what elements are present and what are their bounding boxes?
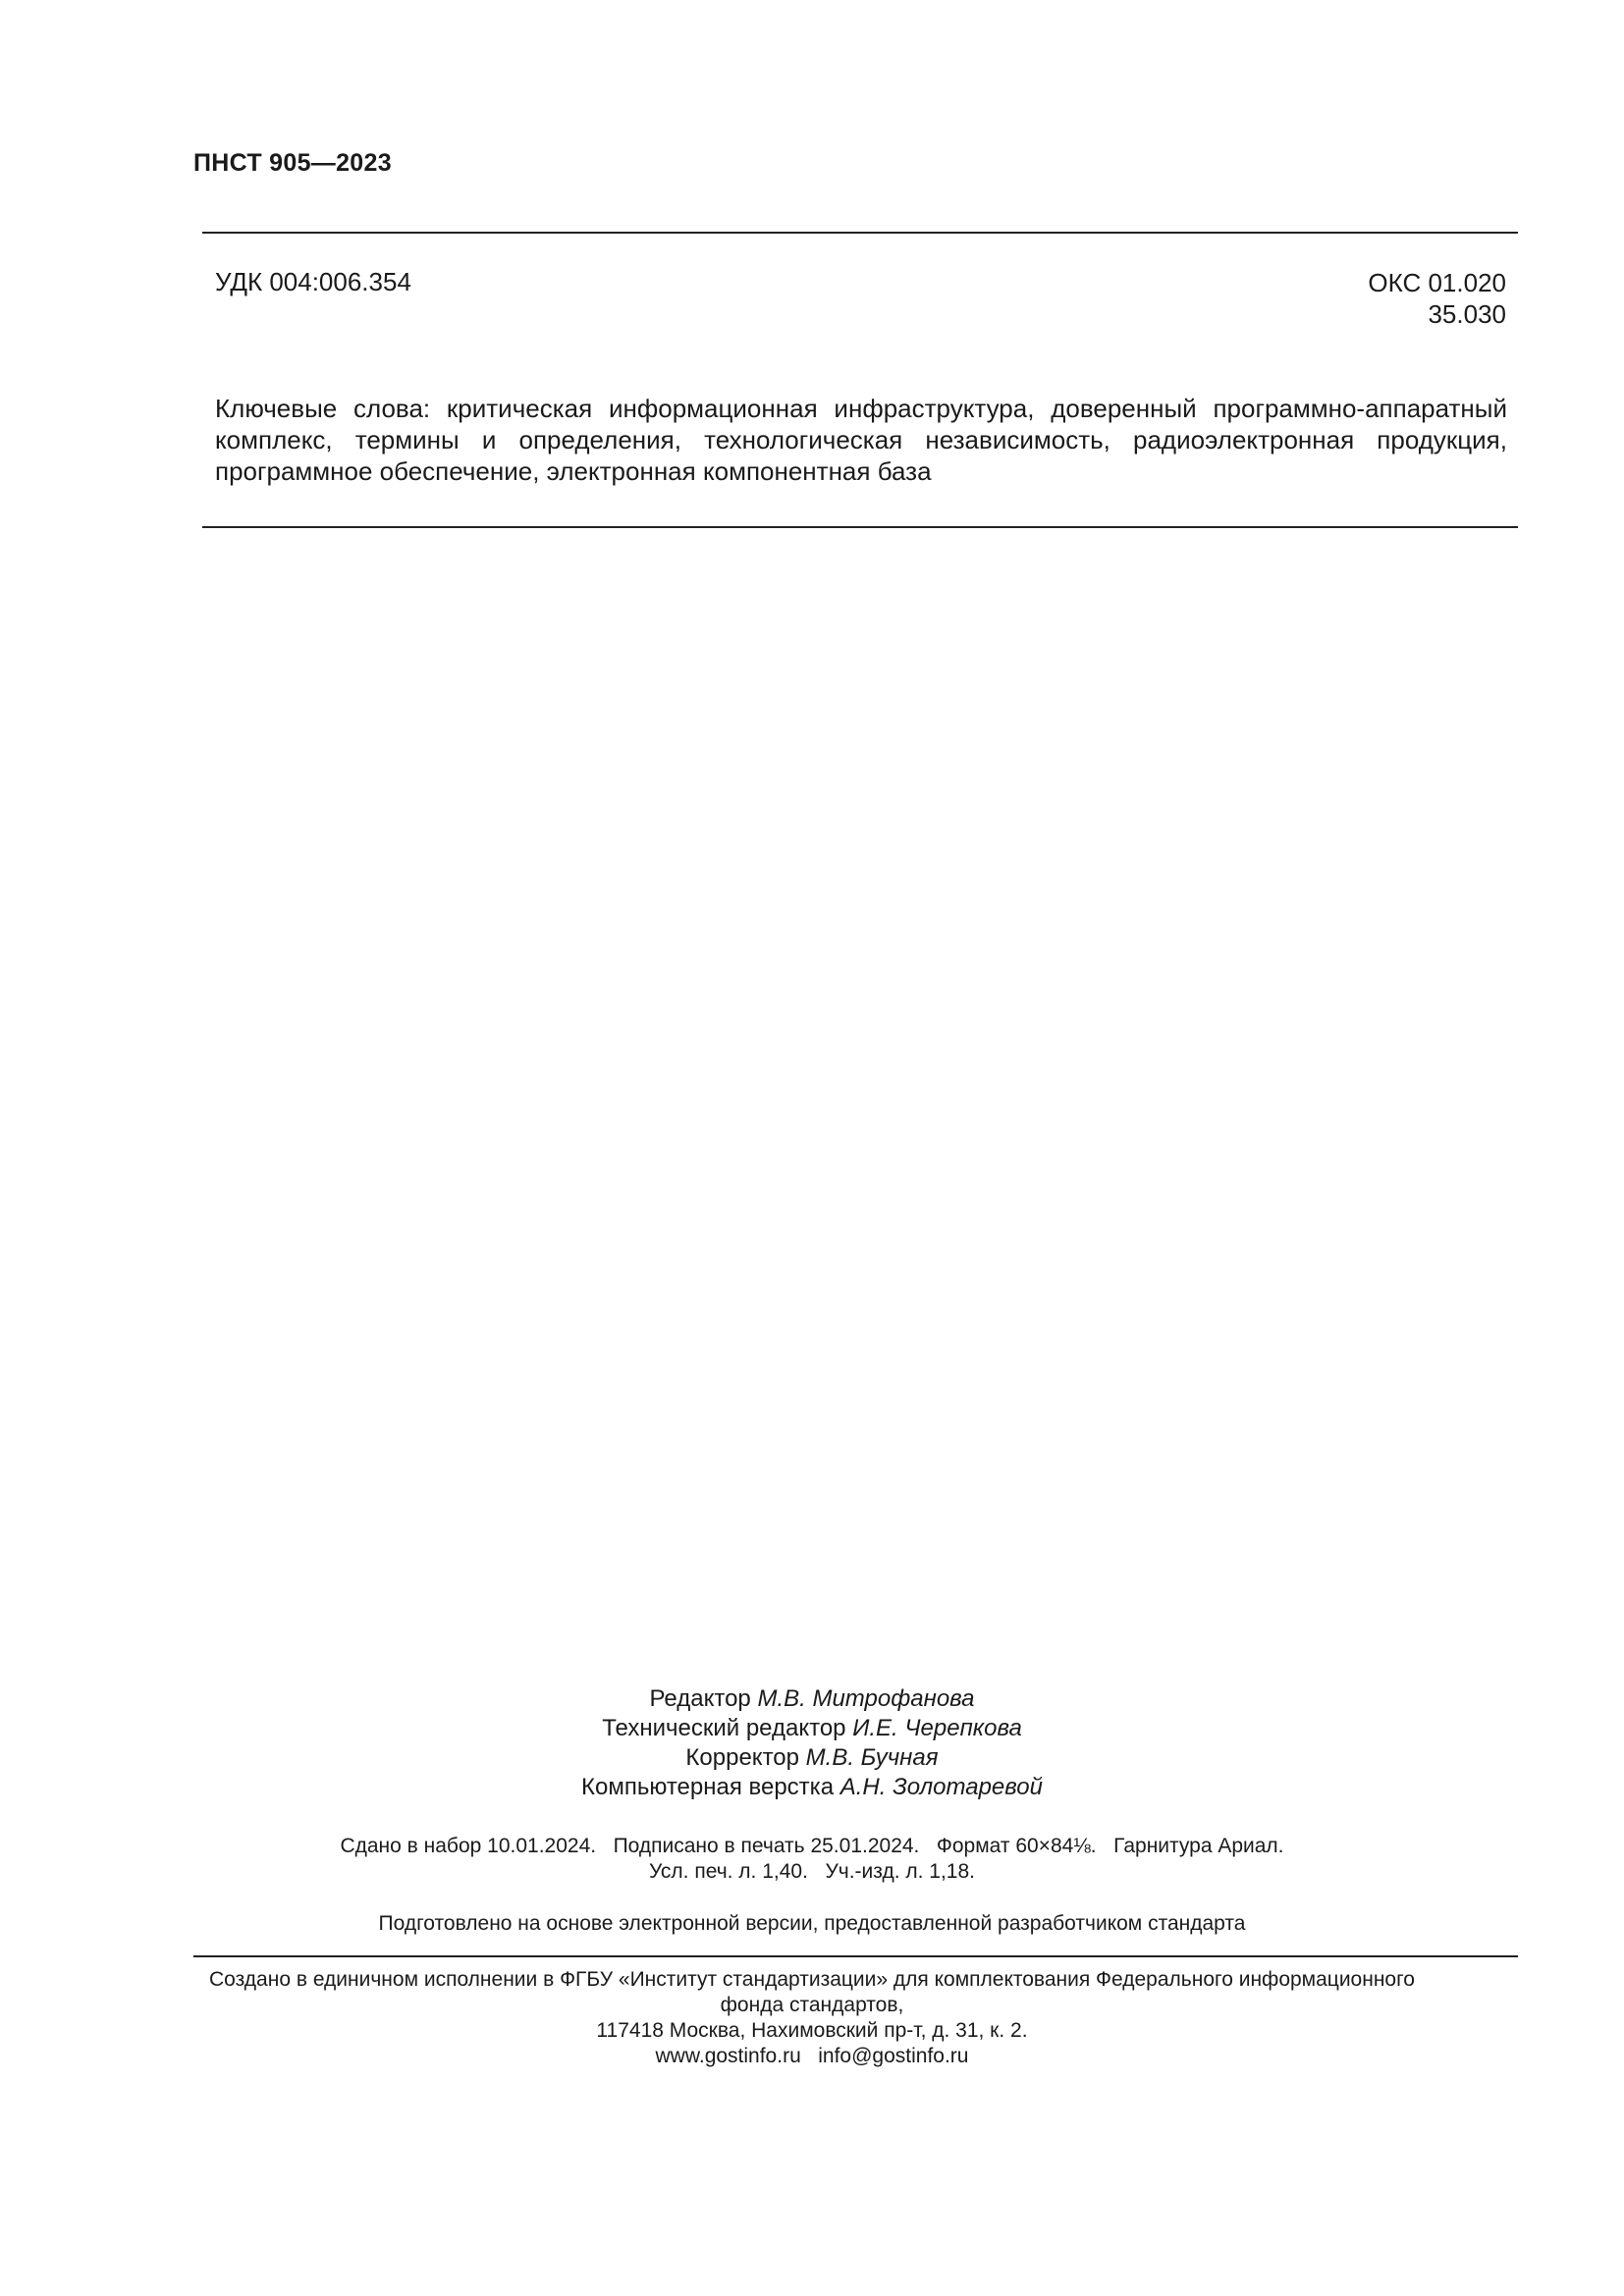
publisher-web: www.gostinfo.ru info@gostinfo.ru xyxy=(655,2045,969,2067)
publisher-address: 117418 Москва, Нахимовский пр-т, д. 31, к. 2. xyxy=(596,2019,1028,2042)
tech-editor-role: Технический редактор xyxy=(602,1715,853,1741)
publisher-block xyxy=(0,1967,1624,2069)
layout-line xyxy=(0,1773,1624,1802)
print-info-line-2: Усл. печ. л. 1,40. Уч.-изд. л. 1,18. xyxy=(648,1860,975,1883)
oks-code-1: ОКС 01.020 xyxy=(1368,268,1506,297)
corrector-role: Корректор xyxy=(685,1744,806,1771)
editor-role: Редактор xyxy=(649,1685,758,1712)
keywords-paragraph: Ключевые слова: критическая информационная инфраструктура, доверенный программно-аппаратный комплекс, термины и определения, технологическая независимость, радиоэлектронная продукция, программное обеспечение, электронная компонентная база xyxy=(215,394,1507,486)
top-divider xyxy=(202,232,1518,234)
oks-code-2: 35.030 xyxy=(1428,299,1506,329)
udk-code: УДК 004:006.354 xyxy=(215,267,411,296)
layout-name: А.Н. Золотаревой xyxy=(839,1774,1043,1800)
print-info-block xyxy=(0,1834,1624,1885)
corrector-line xyxy=(0,1743,1624,1773)
print-info-line-1: Сдано в набор 10.01.2024. Подписано в печать 25.01.2024. Формат 60×84⅛. Гарнитура Ариал. xyxy=(340,1835,1284,1857)
oks-codes xyxy=(1368,267,1506,330)
prepared-note: Подготовлено на основе электронной версии, предоставленной разработчиком стандарта xyxy=(378,1912,1246,1935)
document-code: ПНСТ 905—2023 xyxy=(193,149,392,177)
editor-line xyxy=(0,1684,1624,1714)
corrector-name: М.В. Бучная xyxy=(805,1744,939,1771)
publisher-line-2: фонда стандартов, xyxy=(720,1994,904,2016)
tech-editor-line xyxy=(0,1714,1624,1743)
publisher-line-1: Создано в единичном исполнении в ФГБУ «Институт стандартизации» для комплектования Федерального информационного xyxy=(209,1968,1415,1991)
tech-editor-name: И.Е. Черепкова xyxy=(852,1715,1022,1741)
credits-block xyxy=(0,1684,1624,1802)
editor-name: М.В. Митрофанова xyxy=(757,1685,975,1712)
keywords-divider xyxy=(202,526,1518,528)
publisher-divider xyxy=(193,1955,1518,1957)
layout-role: Компьютерная верстка xyxy=(581,1774,840,1800)
